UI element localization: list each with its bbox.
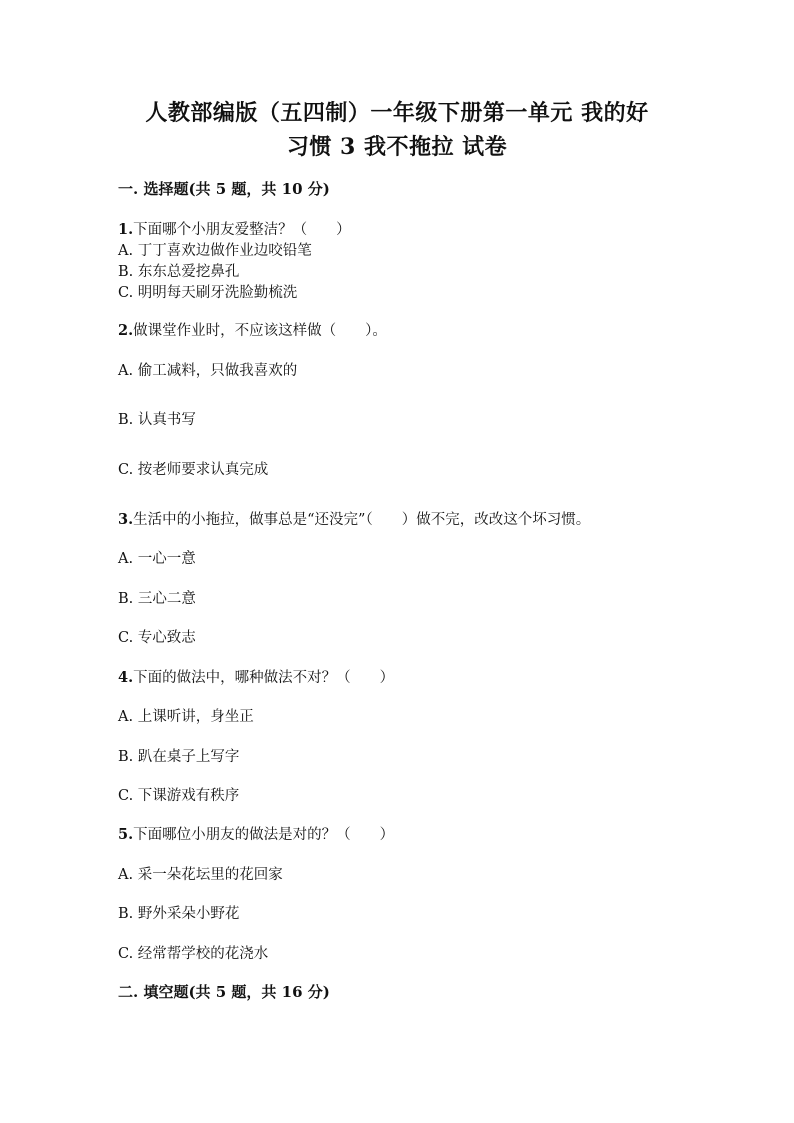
question-3	[118, 508, 590, 529]
question-stem: 生活中的小拖拉，做事总是“还没完”（ ）做不完，改改这个坏习惯。	[133, 512, 591, 528]
option-4b: B. 趴在桌子上写字	[118, 749, 240, 765]
exam-title-line2: 习惯 3 我不拖拉 试卷	[286, 134, 508, 160]
question-number: 4.	[118, 669, 134, 686]
section-heading-choice: 一. 选择题(共 5 题，共 10 分)	[118, 180, 330, 198]
question-number: 5.	[118, 826, 134, 843]
question-2	[118, 319, 387, 340]
question-stem: 下面哪位小朋友的做法是对的？（ ）	[133, 827, 395, 843]
option-5b: B. 野外采朵小野花	[118, 906, 240, 922]
option-3c: C. 专心致志	[118, 630, 196, 646]
option-1b: B. 东东总爱挖鼻孔	[118, 264, 240, 280]
question-stem: 下面哪个小朋友爱整洁？（ ）	[133, 222, 351, 238]
option-2a: A. 偷工减料，只做我喜欢的	[118, 363, 298, 379]
option-5c: C. 经常帮学校的花浇水	[118, 946, 269, 962]
question-stem: 下面的做法中，哪种做法不对？（ ）	[133, 670, 395, 686]
option-5a: A. 采一朵花坛里的花回家	[118, 867, 283, 883]
option-2c: C. 按老师要求认真完成	[118, 462, 269, 478]
option-1c: C. 明明每天刷牙洗脸勤梳洗	[118, 285, 298, 301]
option-4a: A. 上课听讲，身坐正	[118, 709, 254, 725]
question-5	[118, 823, 394, 844]
option-4c: C. 下课游戏有秩序	[118, 788, 240, 804]
option-3b: B. 三心二意	[118, 591, 196, 607]
question-number: 1.	[118, 221, 134, 238]
exam-title-line1: 人教部编版（五四制）一年级下册第一单元 我的好	[145, 100, 649, 126]
question-4	[118, 666, 394, 687]
question-number: 3.	[118, 511, 134, 528]
option-2b: B. 认真书写	[118, 412, 196, 428]
question-number: 2.	[118, 322, 134, 339]
section-heading-fill: 二. 填空题(共 5 题，共 16 分)	[118, 983, 330, 1001]
question-stem: 做课堂作业时，不应该这样做（ ）。	[133, 323, 387, 339]
question-1	[118, 218, 351, 239]
option-3a: A. 一心一意	[118, 551, 196, 567]
option-1a: A. 丁丁喜欢边做作业边咬铅笔	[118, 243, 312, 259]
